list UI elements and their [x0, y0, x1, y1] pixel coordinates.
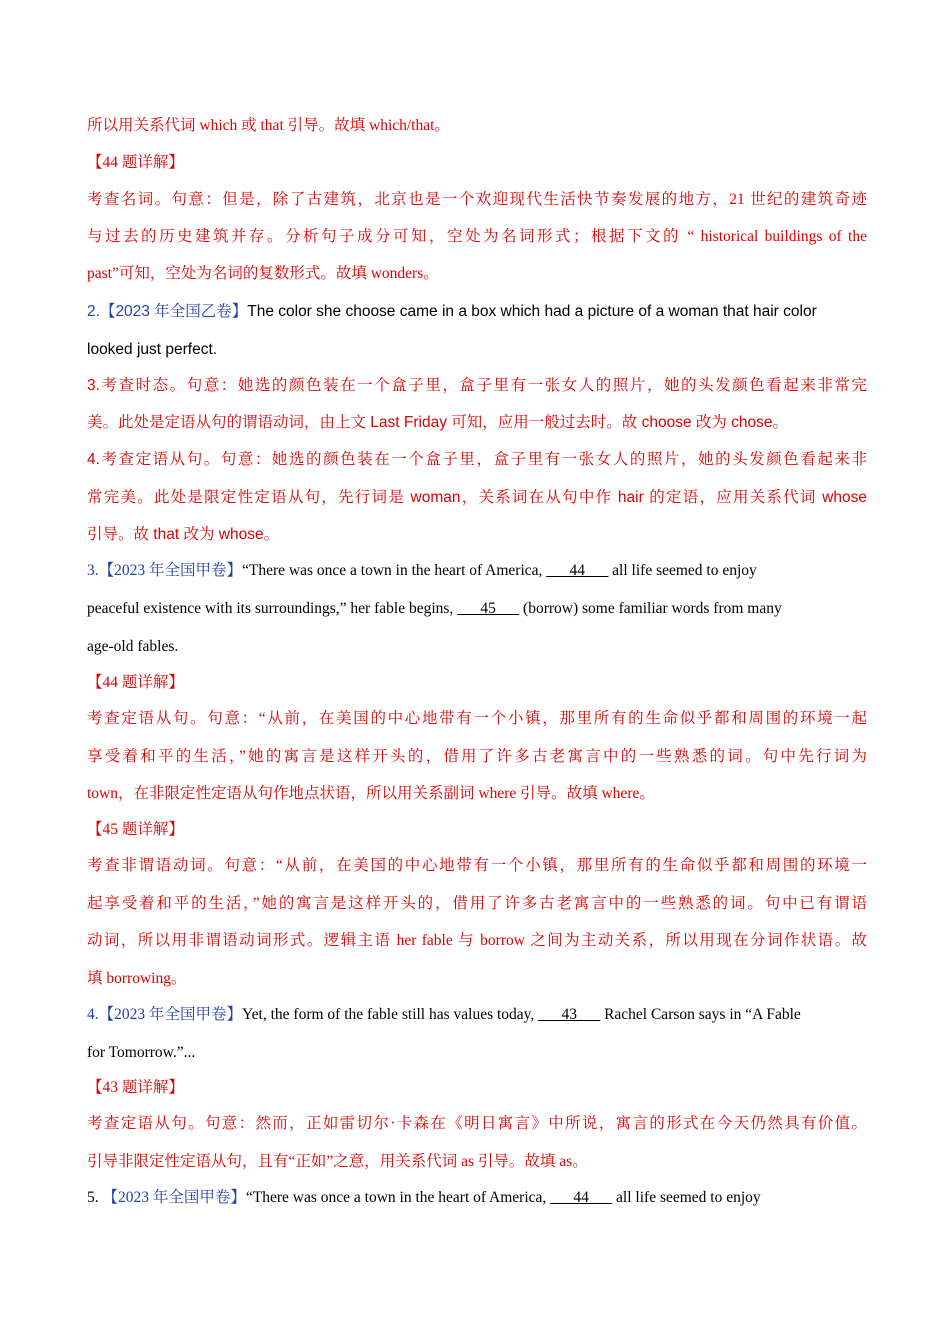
- blank-43: ___43___: [538, 1006, 601, 1023]
- question-text: peaceful existence with its surroundings,” her fable begins,: [87, 600, 458, 617]
- explanation-line: 起享受着和平的生活，”她的寓言是这样开头的，借用了许多古老寓言中的一些熟悉的词。句中已有谓语: [87, 895, 867, 912]
- question-text: “There was once a town in the heart of America,: [245, 1189, 551, 1206]
- question-text: “There was once a town in the heart of America,: [242, 562, 547, 579]
- explanation-line: 3.考查时态。句意：她选的颜色装在一个盒子里，盒子里有一张女人的照片，她的头发颜色看起来非常完: [87, 377, 867, 394]
- question-text: The color she choose came in a box which had a picture of a woman that hair color: [247, 303, 817, 320]
- question-number: 4.: [87, 1006, 99, 1023]
- explanation-line: town，在非限定性定语从句作地点状语，所以用关系副词 where 引导。故填 where。: [87, 785, 655, 802]
- explanation-line: 考查名词。句意：但是，除了古建筑，北京也是一个欢迎现代生活快节奏发展的地方，21 世纪的建筑奇迹: [87, 191, 867, 208]
- explanation-line: 考查定语从句。句意：“从前，在美国的中心地带有一个小镇，那里所有的生命似乎都和周围的环境一起: [87, 710, 867, 727]
- blank-44: ___44___: [550, 1189, 613, 1206]
- question-3: [87, 561, 867, 581]
- explanation-line: 引导非限定性定语从句，且有“正如”之意，用关系代词 as 引导。故填 as。: [87, 1153, 588, 1170]
- explanation-line: past”可知，空处为名词的复数形式。故填 wonders。: [87, 265, 439, 282]
- question-number: 5.: [87, 1189, 103, 1206]
- explanation-line: 考查定语从句。句意：然而，正如雷切尔·卡森在《明日寓言》中所说，寓言的形式在今天仍然具有价值。: [87, 1115, 867, 1132]
- explanation-line: 动词，所以用非谓语动词形式。逻辑主语 her fable 与 borrow 之间为主动关系，所以用现在分词作状语。故: [87, 932, 867, 949]
- question-source: 【2023 年全国甲卷】: [98, 562, 243, 579]
- question-source: 【2023 年全国乙卷】: [99, 303, 248, 320]
- section-heading-44: 【44 题详解】: [87, 674, 184, 691]
- question-text: Yet, the form of the fable still has values today,: [242, 1006, 539, 1023]
- section-heading-43: 【43 题详解】: [87, 1079, 184, 1096]
- explanation-line: 填 borrowing。: [87, 970, 187, 987]
- question-4: [87, 1005, 867, 1025]
- question-source: 【2023 年全国甲卷】: [98, 1006, 243, 1023]
- question-3-cont: age-old fables.: [87, 638, 179, 655]
- explanation-line: 4.考查定语从句。句意：她选的颜色装在一个盒子里，盒子里有一张女人的照片，她的头发颜色看起来非: [87, 451, 867, 468]
- blank-44: ___44___: [546, 562, 609, 579]
- question-3-cont: [87, 599, 867, 619]
- question-text: (borrow) some familiar words from many: [519, 600, 782, 617]
- question-2-cont: looked just perfect.: [87, 341, 218, 358]
- question-text: Rachel Carson says in “A Fable: [600, 1006, 801, 1023]
- blank-45: ___45___: [457, 600, 520, 617]
- question-4-cont: for Tomorrow.”...: [87, 1044, 196, 1061]
- question-5: [87, 1188, 867, 1208]
- explanation-line: 常完美。此处是限定性定语从句，先行词是 woman，关系词在从句中作 hair 的定语，应用关系代词 whose: [87, 489, 867, 506]
- question-text: all life seemed to enjoy: [612, 1189, 761, 1206]
- explanation-line: 享受着和平的生活，”她的寓言是这样开头的，借用了许多古老寓言中的一些熟悉的词。句中先行词为: [87, 748, 867, 765]
- question-2: [87, 302, 867, 322]
- explanation-line: 美。此处是定语从句的谓语动词，由上文 Last Friday 可知，应用一般过去时。故 choose 改为 chose。: [87, 414, 789, 431]
- question-text: all life seemed to enjoy: [608, 562, 757, 579]
- section-heading-44: 【44 题详解】: [87, 154, 184, 171]
- question-number: 3.: [87, 562, 99, 579]
- question-number: 2.: [87, 303, 100, 320]
- explanation-line: 引导。故 that 改为 whose。: [87, 526, 280, 543]
- explanation-line: 与过去的历史建筑并存。分析句子成分可知，空处为名词形式；根据下文的 “ historical buildings of the: [87, 228, 867, 245]
- section-heading-45: 【45 题详解】: [87, 821, 184, 838]
- question-source: 【2023 年全国甲卷】: [102, 1189, 246, 1206]
- explanation-line: 考查非谓语动词。句意：“从前，在美国的中心地带有一个小镇，那里所有的生命似乎都和周围的环境一: [87, 857, 867, 874]
- answer-line: 所以用关系代词 which 或 that 引导。故填 which/that。: [87, 117, 450, 134]
